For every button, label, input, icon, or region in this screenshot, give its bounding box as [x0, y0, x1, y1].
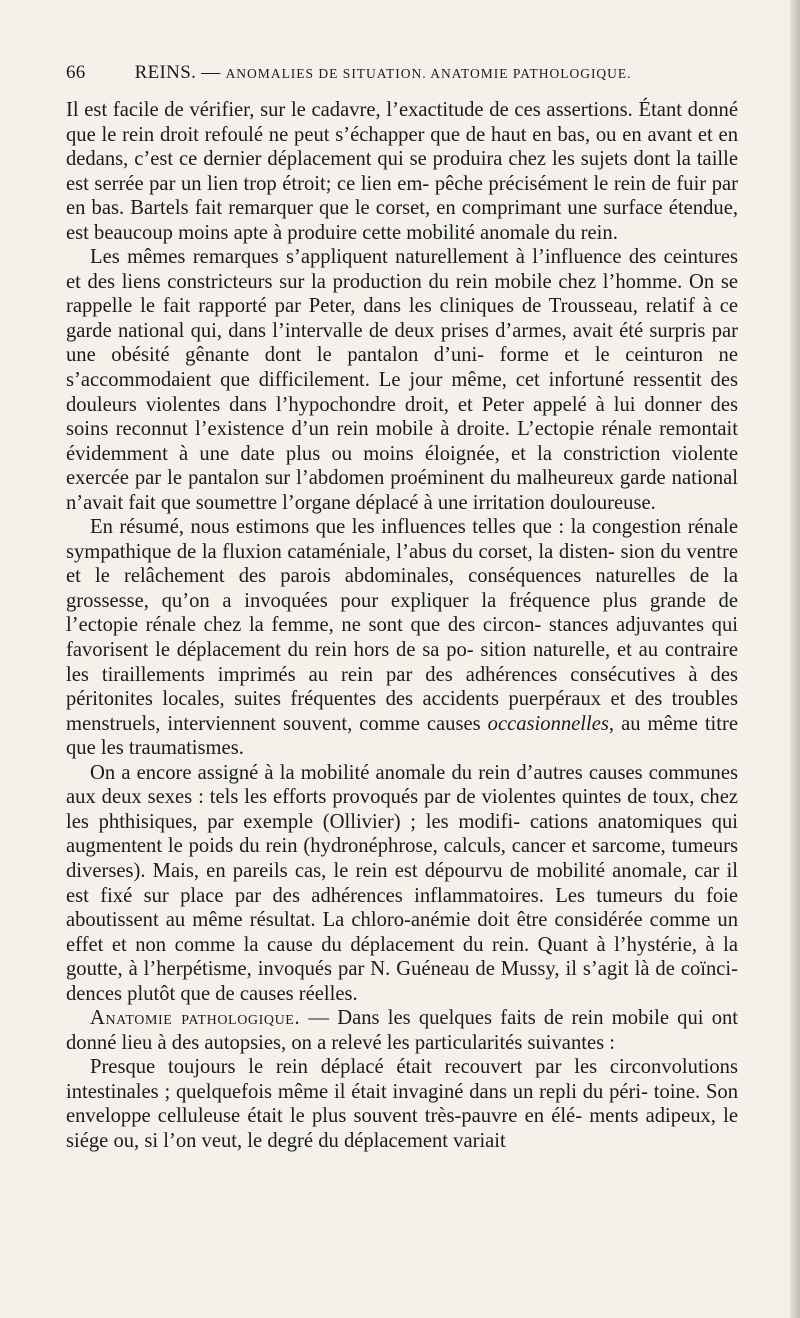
section-title: ANOMALIES DE SITUATION. ANATOMIE PATHOLOGIQUE.: [225, 66, 632, 81]
section-dash: —: [300, 1007, 338, 1030]
section-paragraph: [66, 1006, 738, 1055]
paragraph-3-text: En résumé, nous estimons que les influences telles que : la congestion rénale sympathique de la fluxion cataméniale, l’abus du corset, la disten- sion du ventre et le relâchement des parois abdominales, conséquences naturelles de la grossesse, qu’on a invoquées pour expliquer la fréquence plus grande de l’ectopie rénale chez la femme, ne sont que des circon- stances adjuvantes qui favorisent le déplacement du rein hors de sa po- sition naturelle, et au contraire les tiraillements imprimés au rein par des adhérences consécutives à des péritonites locales, suites fréquentes des accidents puerpéraux et des troubles menstruels, interviennent souvent, comme causes: [66, 516, 738, 735]
running-header: [66, 62, 738, 84]
page-edge: [790, 0, 800, 1318]
emphasis-occasionnelles: occasionnelles: [487, 712, 609, 735]
paragraph-3: [66, 515, 738, 760]
paragraph-4: On a encore assigné à la mobilité anomale du rein d’autres causes communes aux deux sexes : tels les efforts provoqués par de violentes quintes de toux, chez les phthisiques, par exemple (Ollivier) ; les modifi- cations anatomiques qui augmentent le poids du rein (hydronéphrose, calculs, cancer et sarcome, tumeurs diverses). Mais, en pareils cas, le rein est dépourvu de mobilité anomale, car il est fixé sur place par des adhérences inflammatoires. Les tumeurs du foie aboutissent au même résultat. La chloro-anémie doit être considérée comme un effet et non comme la cause du déplacement du rein. Quant à l’hystérie, à la goutte, à l’herpétisme, invoqués par N. Guéneau de Mussy, il s’agit là de coïnci- dences plutôt que de causes réelles.: [66, 761, 738, 1005]
paragraph-3-end: , au même titre que les traumatismes.: [66, 712, 739, 760]
paragraph-6: Presque toujours le rein déplacé était recouvert par les circonvolutions intestinales ; quelquefois même il était invaginé dans un repli du péri- toine. Son enveloppe celluleuse était le plus souvent très-pauvre en élé- ments adipeux, le siége ou, si l’on veut, le degré du déplacement variait: [66, 1056, 738, 1152]
section-text: Dans les quelques faits de rein mobile qui ont donné lieu à des autopsies, on a relevé les particularités suivantes :: [66, 1007, 739, 1054]
page-body: [66, 98, 738, 1154]
running-title: REINS.: [134, 62, 197, 83]
section-heading: Anatomie pathologique.: [90, 1007, 301, 1030]
paragraph-2: Les mêmes remarques s’appliquent naturellement à l’influence des ceintures et des liens constricteurs sur la production du rein mobile chez l’homme. On se rappelle le fait rapporté par Peter, dans les cliniques de Trousseau, relatif à ce garde national qui, dans l’intervalle de deux prises d’armes, avait été surpris par une obésité gênante dont le pantalon d’uni- forme et le ceinturon ne s’accommodaient que difficilement. Le jour même, cet infortuné ressentit des douleurs violentes dans l’hypochondre droit, et Peter appelé à lui donner des soins reconnut l’existence d’un rein mobile à droite. L’ectopie rénale remontait évidemment à une date plus ou moins éloignée, et la constriction violente exercée par le pantalon sur l’abdomen proéminent du malheureux garde national n’avait fait que soumettre l’organe déplacé à une irritation douloureuse.: [66, 246, 738, 514]
header-separator: —: [201, 62, 221, 83]
paragraph-1: Il est facile de vérifier, sur le cadavre, l’exactitude de ces assertions. Étant donné que le rein droit refoulé ne peut s’échapper que de haut en bas, ou en avant et en dedans, c’est ce dernier déplacement qui se produira chez les sujets dont la taille est serrée par un lien trop étroit; ce lien em- pêche précisément le rein de fuir par en bas. Bartels fait remarquer que le corset, en comprimant une surface étendue, est beaucoup moins apte à produire cette mobilité anomale du rein.: [66, 99, 738, 244]
page-number: 66: [66, 62, 86, 83]
